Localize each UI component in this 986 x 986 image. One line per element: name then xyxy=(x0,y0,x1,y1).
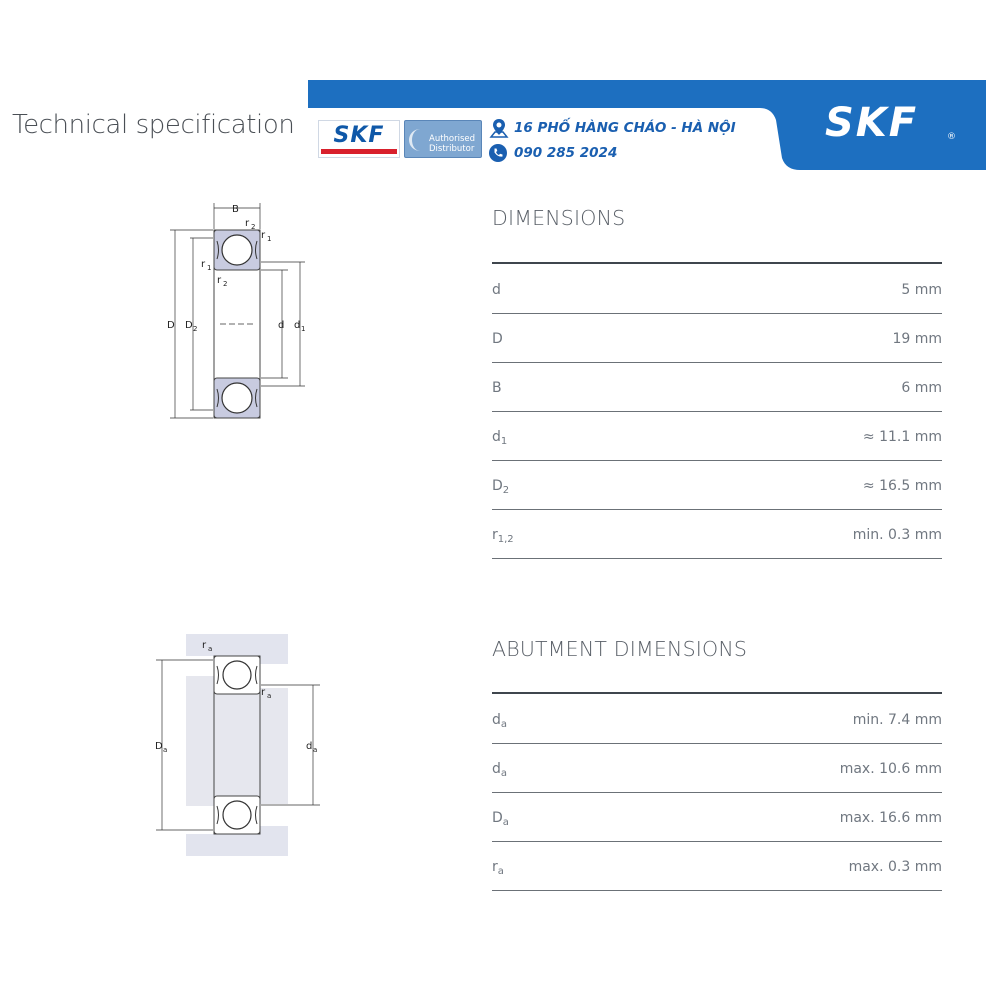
row-label-symbol: D xyxy=(492,331,503,347)
registered-mark: ® xyxy=(947,132,956,142)
row-value: min. 7.4 mm xyxy=(852,712,942,728)
row-label-subscript: 1,2 xyxy=(497,534,514,545)
label-r1-left: r xyxy=(201,259,206,270)
label-r1-top: r xyxy=(261,230,266,241)
table-row xyxy=(492,264,942,314)
label-ra-right: r xyxy=(261,687,266,698)
row-value: max. 0.3 mm xyxy=(848,859,942,875)
label-r1-left-sub: 1 xyxy=(207,264,212,272)
label-B: B xyxy=(232,204,239,215)
label-ra-right-sub: a xyxy=(267,692,272,700)
label-da: d xyxy=(306,741,313,752)
label-D2: D xyxy=(185,320,193,331)
swoosh-icon xyxy=(409,129,428,151)
row-value: ≈ 11.1 mm xyxy=(862,429,942,445)
map-pin-icon xyxy=(488,117,510,139)
row-label-symbol: d xyxy=(492,282,501,298)
row-value: ≈ 16.5 mm xyxy=(862,478,942,494)
row-value: min. 0.3 mm xyxy=(852,527,942,543)
label-d: d xyxy=(278,320,285,331)
row-value: 5 mm xyxy=(901,282,942,298)
row-label xyxy=(492,810,509,828)
row-value: max. 16.6 mm xyxy=(839,810,942,826)
row-label xyxy=(492,282,501,298)
label-r2-bottom-sub: 2 xyxy=(223,280,228,288)
page-title: Technical specification xyxy=(12,110,295,140)
label-da-sub: a xyxy=(313,746,318,754)
label-D: D xyxy=(167,320,175,331)
bearing-cross-section-drawing xyxy=(160,195,320,430)
row-label xyxy=(492,380,502,396)
skf-logo-text: SKF xyxy=(333,123,385,148)
table-row xyxy=(492,411,942,461)
row-label-symbol: r xyxy=(492,859,498,875)
row-label-symbol: d xyxy=(492,429,501,445)
row-label xyxy=(492,331,503,347)
row-label-symbol: B xyxy=(492,380,502,396)
row-label-subscript: 1 xyxy=(500,436,508,447)
label-D2-sub: 2 xyxy=(193,325,198,333)
label-r2-top: r xyxy=(245,218,250,229)
row-label-subscript: a xyxy=(502,817,509,828)
row-label xyxy=(492,761,507,779)
row-label-symbol: r xyxy=(492,527,498,543)
table-row xyxy=(492,362,942,412)
row-label-subscript: a xyxy=(500,719,508,730)
table-row xyxy=(492,460,942,510)
label-ra-top-sub: a xyxy=(208,645,213,653)
row-label-subscript: a xyxy=(497,866,504,877)
row-label xyxy=(492,429,507,447)
row-label xyxy=(492,478,509,496)
label-Da-sub: a xyxy=(163,746,168,754)
skf-logo-small xyxy=(318,120,400,158)
row-value: max. 10.6 mm xyxy=(839,761,942,777)
label-ra-top: r xyxy=(202,640,207,651)
row-label xyxy=(492,527,514,545)
abutment-drawing xyxy=(150,630,330,862)
table-row xyxy=(492,792,942,842)
row-label-symbol: D xyxy=(492,810,503,826)
table-row xyxy=(492,313,942,363)
table-row xyxy=(492,841,942,891)
row-label-symbol: D xyxy=(492,478,503,494)
row-label xyxy=(492,712,507,730)
row-label-subscript: 2 xyxy=(502,485,510,496)
row-label-symbol: d xyxy=(492,761,501,777)
row-label-subscript: a xyxy=(500,768,508,779)
label-d1-sub: 1 xyxy=(301,325,306,333)
label-Da: D xyxy=(155,741,163,752)
table-row xyxy=(492,743,942,793)
distributor-label: Distributor xyxy=(429,144,475,154)
distributor-address: 16 PHỐ HÀNG CHÁO - HÀ NỘI xyxy=(514,120,736,136)
phone-icon xyxy=(488,143,508,163)
label-r2-bottom: r xyxy=(217,275,222,286)
table-row xyxy=(492,509,942,559)
row-value: 6 mm xyxy=(901,380,942,396)
authorised-label: Authorised xyxy=(429,134,476,144)
table-row xyxy=(492,694,942,744)
skf-logo-large: SKF xyxy=(825,100,919,146)
logo-red-bar xyxy=(321,149,397,154)
label-d1: d xyxy=(294,320,301,331)
dimensions-heading: DIMENSIONS xyxy=(492,206,626,230)
label-r2-top-sub: 2 xyxy=(251,223,256,231)
row-value: 19 mm xyxy=(892,331,942,347)
label-r1-top-sub: 1 xyxy=(267,235,272,243)
row-label xyxy=(492,859,504,877)
row-label-symbol: d xyxy=(492,712,501,728)
abutment-heading: ABUTMENT DIMENSIONS xyxy=(492,637,748,661)
authorised-distributor-badge xyxy=(404,120,482,158)
distributor-phone: 090 285 2024 xyxy=(514,145,618,161)
